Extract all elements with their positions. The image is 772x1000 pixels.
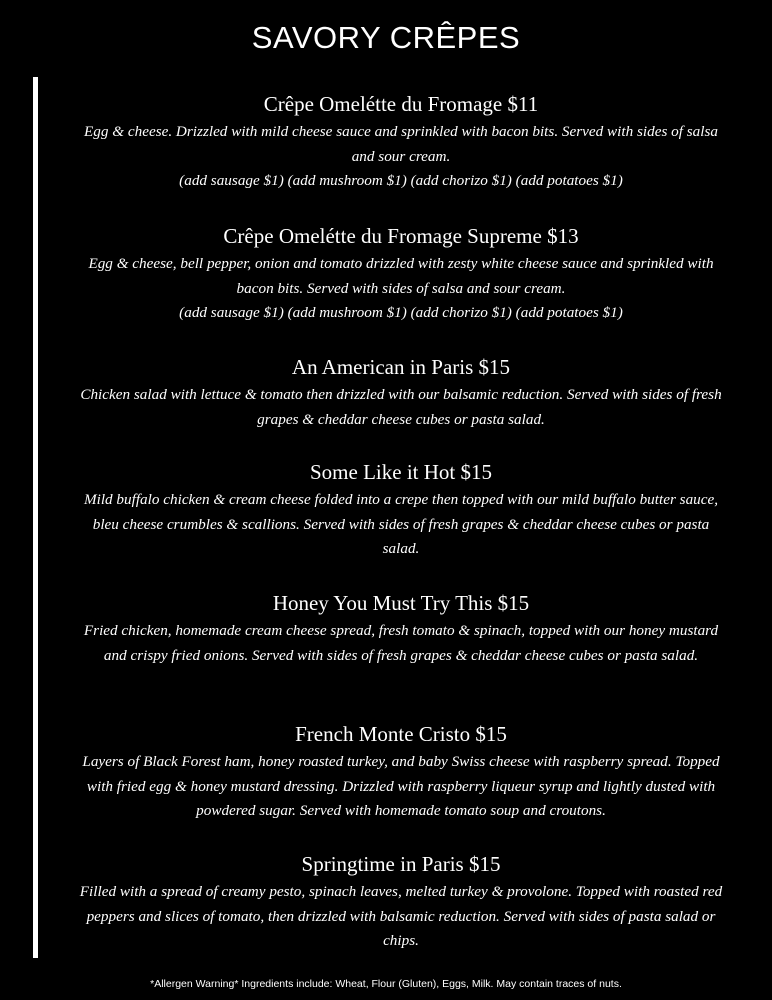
menu-item bbox=[78, 589, 724, 668]
menu-item bbox=[78, 90, 724, 194]
menu-item-description: Fried chicken, homemade cream cheese spread, fresh tomato & spinach, topped with our honey mustard and crispy fried onions. Served with sides of fresh grapes & cheddar cheese cubes or pasta salad. bbox=[83, 622, 719, 664]
menu-item-addons: (add sausage $1) (add mushroom $1) (add chorizo $1) (add potatoes $1) bbox=[179, 304, 623, 321]
decorative-side-bar bbox=[33, 77, 38, 958]
menu-item-description: Chicken salad with lettuce & tomato then drizzled with our balsamic reduction. Served with sides of fresh grapes & cheddar cheese cubes or pasta salad. bbox=[80, 386, 722, 428]
menu-item bbox=[78, 850, 724, 954]
menu-item-name: Crêpe Omelétte du Fromage Supreme $13 bbox=[223, 224, 579, 248]
menu-item-description: Egg & cheese, bell pepper, onion and tomato drizzled with zesty white cheese sauce and sprinkled with bacon bits. Served with sides of salsa and sour cream. bbox=[88, 255, 714, 297]
menu-item bbox=[78, 353, 724, 432]
menu-item-name: Crêpe Omelétte du Fromage $11 bbox=[263, 92, 539, 116]
menu-item-description: Mild buffalo chicken & cream cheese folded into a crepe then topped with our mild buffalo butter sauce, bleu cheese crumbles & scallions. Served with sides of fresh grapes & cheddar cheese cubes or pasta salad. bbox=[83, 491, 719, 557]
menu-item-description: Egg & cheese. Drizzled with mild cheese sauce and sprinkled with bacon bits. Served with sides of salsa and sour cream. bbox=[84, 123, 718, 165]
menu-item-name: Springtime in Paris $15 bbox=[301, 852, 501, 876]
menu-item-addons: (add sausage $1) (add mushroom $1) (add chorizo $1) (add potatoes $1) bbox=[179, 172, 623, 189]
menu-item bbox=[78, 720, 724, 824]
allergen-warning: *Allergen Warning* Ingredients include: Wheat, Flour (Gluten), Eggs, Milk. May contain traces of nuts. bbox=[150, 978, 622, 990]
menu-item-name: An American in Paris $15 bbox=[291, 355, 511, 379]
page-title: SAVORY CRÊPES bbox=[251, 20, 521, 55]
menu-item bbox=[78, 222, 724, 326]
menu-item-name: Some Like it Hot $15 bbox=[310, 460, 492, 484]
menu-item-name: French Monte Cristo $15 bbox=[295, 722, 507, 746]
menu-item-name: Honey You Must Try This $15 bbox=[272, 591, 530, 615]
menu-item bbox=[78, 458, 724, 562]
menu-item-description: Layers of Black Forest ham, honey roasted turkey, and baby Swiss cheese with raspberry spread. Topped with fried egg & honey mustard dressing. Drizzled with raspberry liqueur syrup and lightly dusted with powdered sugar. Served with homemade tomato soup and croutons. bbox=[82, 753, 720, 819]
menu-item-description: Filled with a spread of creamy pesto, spinach leaves, melted turkey & provolone. Topped with roasted red peppers and slices of tomato, then drizzled with balsamic reduction. Served with sides of pasta salad or chips. bbox=[79, 883, 723, 949]
